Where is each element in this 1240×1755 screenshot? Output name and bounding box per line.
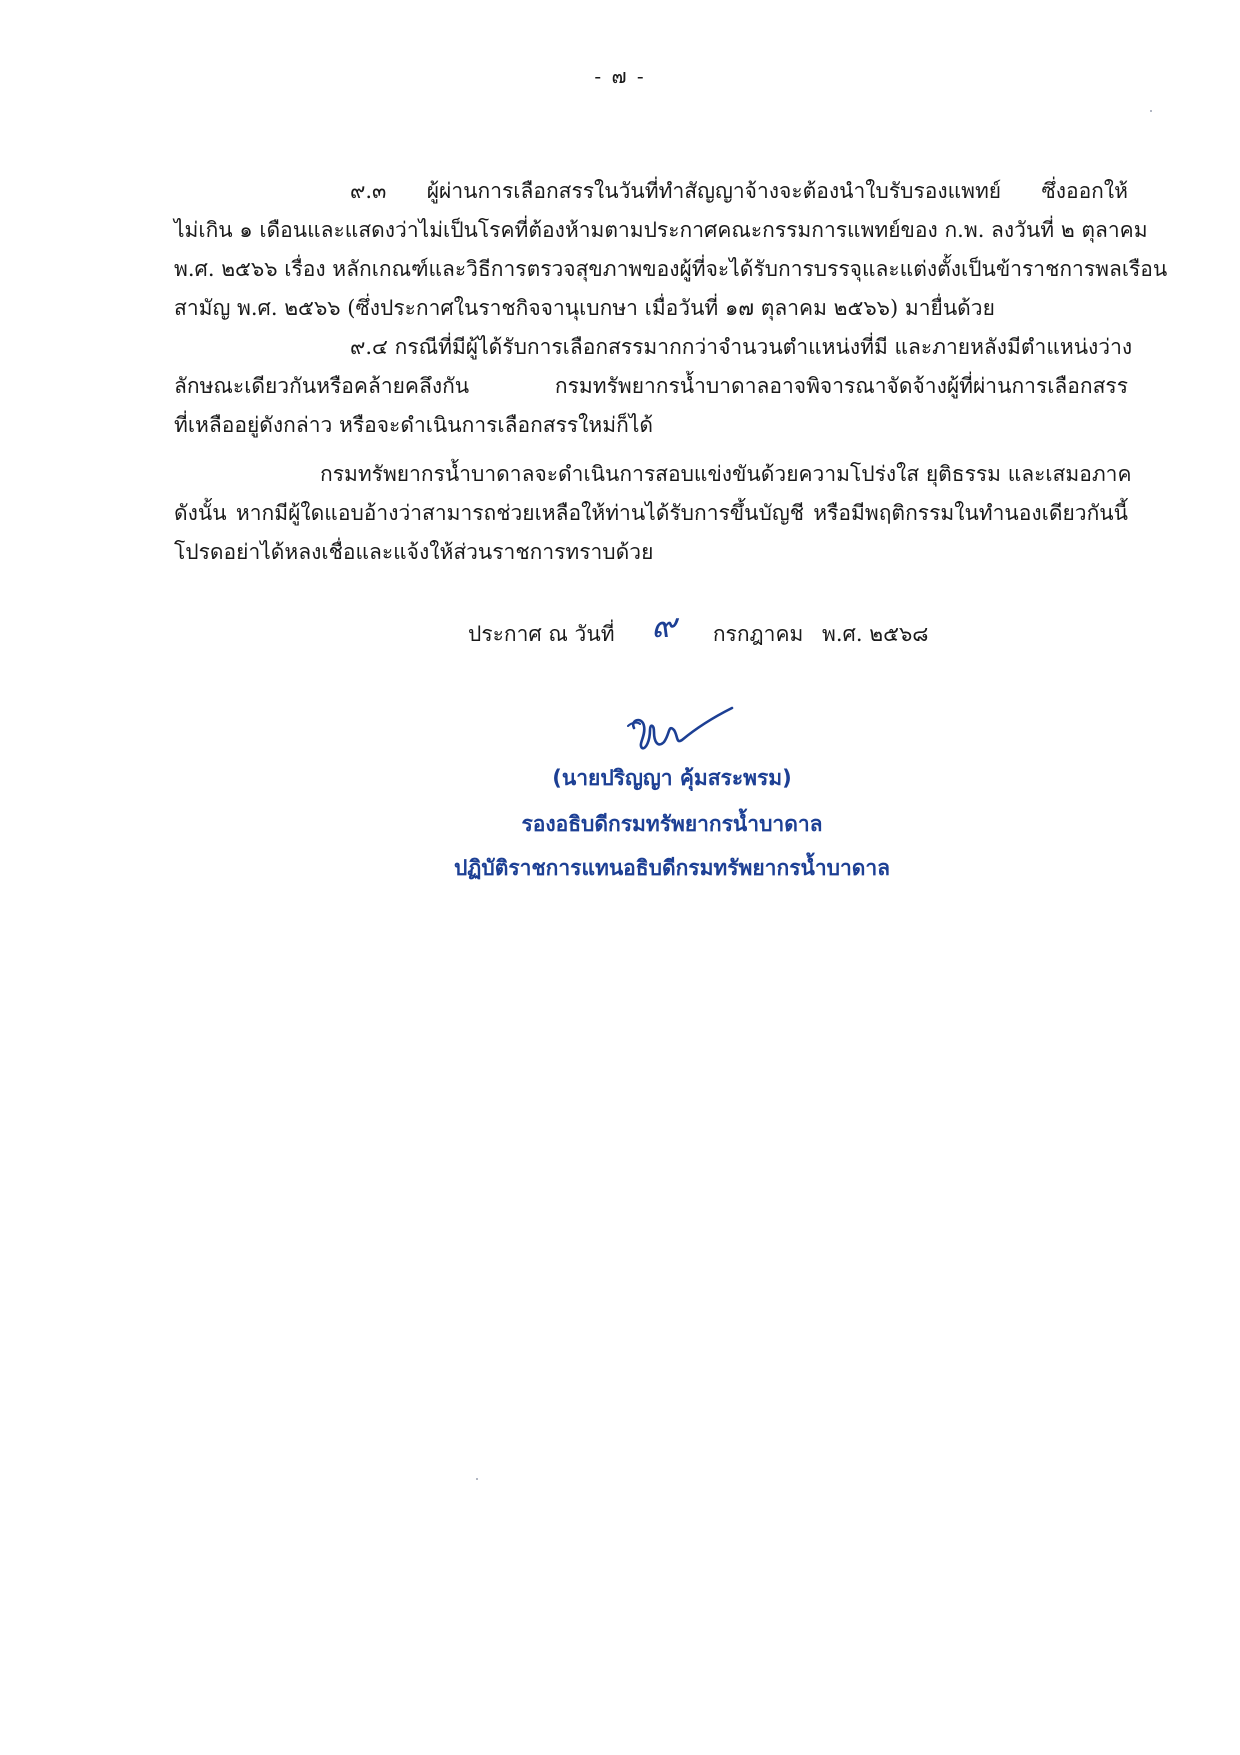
announcement-date — [468, 606, 929, 650]
clause-9-3-line-3: พ.ศ. ๒๕๖๖ เรื่อง หลักเกณฑ์และวิธีการตรวจสุขภาพของผู้ที่จะได้รับการบรรจุและแต่งตั้งเป็นข้าราชการพลเรือน — [174, 257, 1168, 281]
scan-speck — [476, 1478, 478, 1480]
page-number: - ๗ - — [594, 64, 646, 88]
signatory-name: (นายปริญญา คุ้มสระพรม) — [552, 766, 792, 790]
clause-9-4-line-1: ๙.๔ กรณีที่มีผู้ได้รับการเลือกสรรมากกว่าจำนวนตำแหน่งที่มี และภายหลังมีตำแหน่งว่าง — [350, 335, 1133, 359]
clause-9-3-line-1: ๙.๓ ผู้ผ่านการเลือกสรรในวันที่ทำสัญญาจ้างจะต้องนำใบรับรองแพทย์ ซึ่งออกให้ — [350, 179, 1128, 203]
clause-9-3-line-2: ไม่เกิน ๑ เดือนและแสดงว่าไม่เป็นโรคที่ต้องห้ามตามประกาศคณะกรรมการแพทย์ของ ก.พ. ลงวันที่ ๒ ตุลาคม — [174, 218, 1148, 242]
date-month: กรกฎาคม — [712, 622, 804, 646]
date-year: พ.ศ. ๒๕๖๘ — [822, 622, 929, 646]
clause-9-3-line-4: สามัญ พ.ศ. ๒๕๖๖ (ซึ่งประกาศในราชกิจจานุเบกษา เมื่อวันที่ ๑๗ ตุลาคม ๒๕๖๖) มายื่นด้วย — [174, 296, 995, 320]
signatory-acting-position: ปฏิบัติราชการแทนอธิบดีกรมทรัพยากรน้ำบาดาล — [453, 856, 891, 880]
handwritten-signature — [620, 700, 740, 760]
date-day-handwritten: ๙ — [651, 606, 677, 646]
scan-speck — [1150, 110, 1152, 112]
signatory-position: รองอธิบดีกรมทรัพยากรน้ำบาดาล — [521, 812, 823, 836]
date-prefix: ประกาศ ณ วันที่ — [468, 622, 615, 646]
clause-9-4-line-3: ที่เหลืออยู่ดังกล่าว หรือจะดำเนินการเลือกสรรใหม่ก็ได้ — [174, 413, 654, 437]
notice-line-2: ดังนั้น หากมีผู้ใดแอบอ้างว่าสามารถช่วยเหลือให้ท่านได้รับการขึ้นบัญชี หรือมีพฤติกรรมในทำนองเดียวกันนี้ — [174, 501, 1128, 525]
clause-9-4-line-2: ลักษณะเดียวกันหรือคล้ายคลึงกัน กรมทรัพยากรน้ำบาดาลอาจพิจารณาจัดจ้างผู้ที่ผ่านการเลือกสรร — [174, 374, 1128, 398]
notice-line-3: โปรดอย่าได้หลงเชื่อและแจ้งให้ส่วนราชการทราบด้วย — [174, 540, 654, 564]
notice-line-1: กรมทรัพยากรน้ำบาดาลจะดำเนินการสอบแข่งขันด้วยความโปร่งใส ยุติธรรม และเสมอภาค — [320, 462, 1132, 486]
